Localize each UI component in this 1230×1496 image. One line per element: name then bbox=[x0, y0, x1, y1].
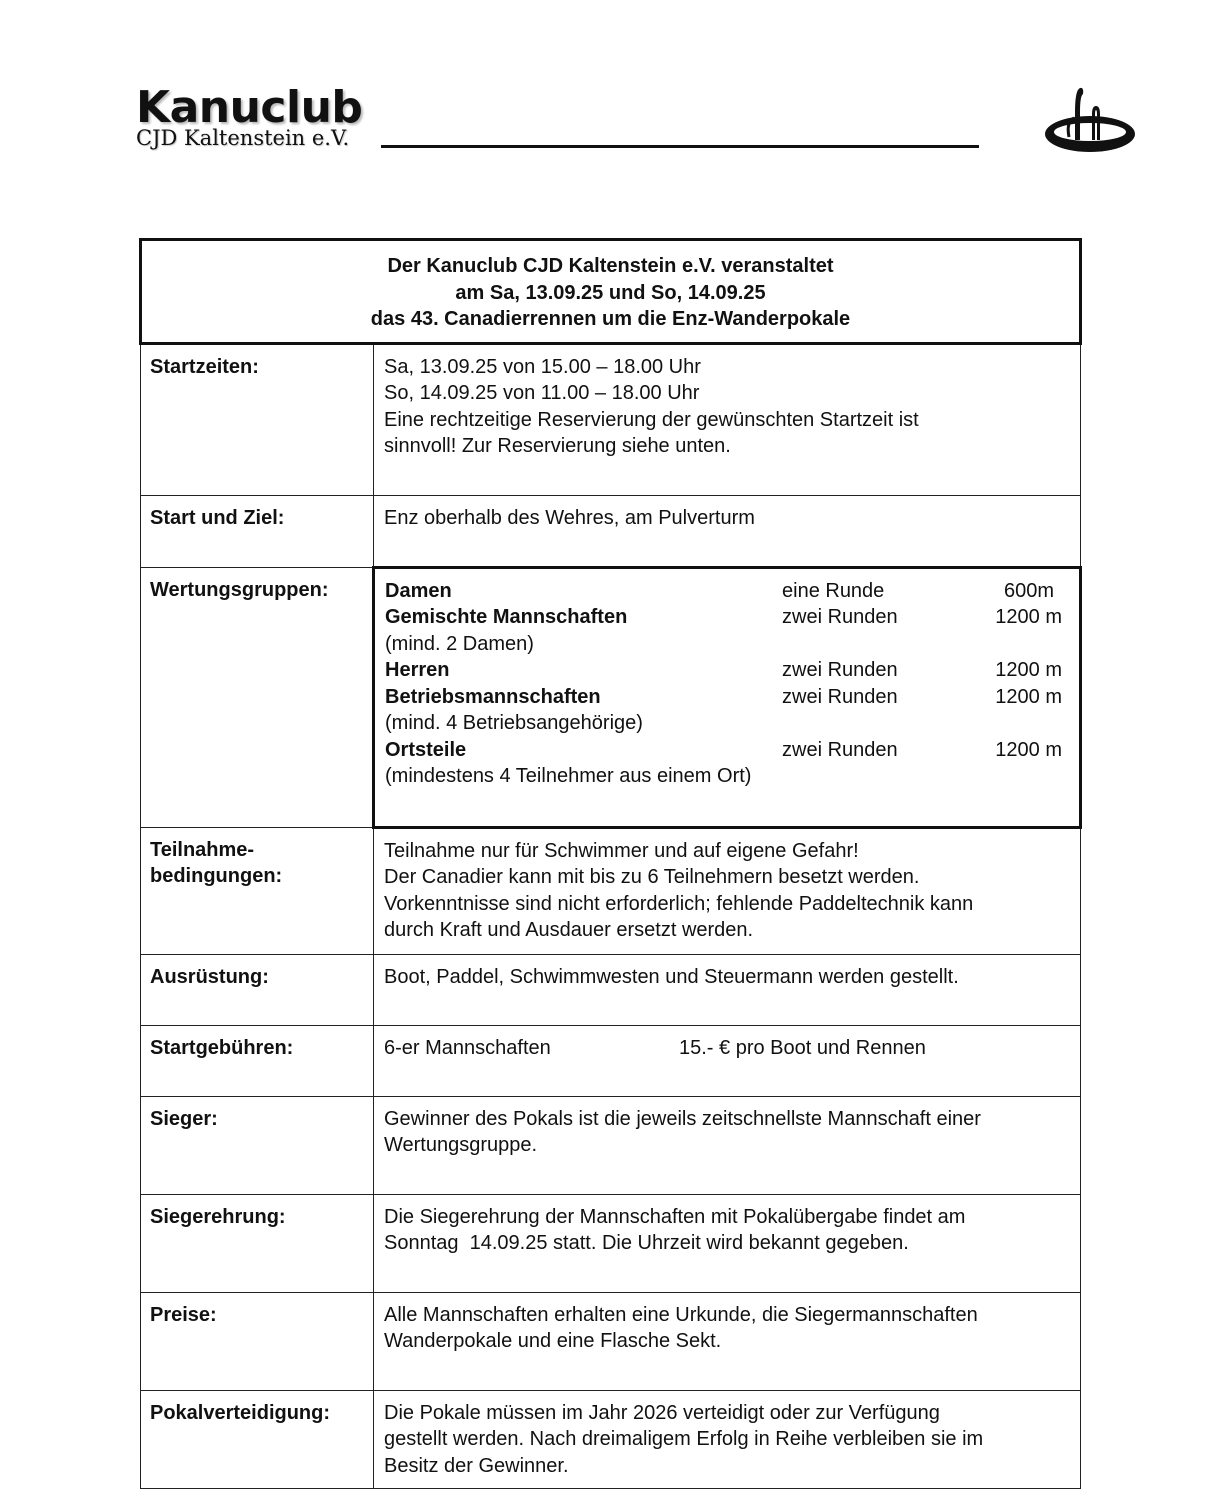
row-startgebuehren bbox=[141, 1025, 1081, 1096]
groups-box bbox=[374, 567, 1081, 827]
group-entry bbox=[385, 684, 1071, 711]
group-distance: 1200 m bbox=[995, 738, 1062, 761]
value-line: Eine rechtzeitige Reservierung der gewünschten Startzeit ist bbox=[384, 408, 919, 431]
group-entry bbox=[385, 578, 1071, 605]
value-line: gestellt werden. Nach dreimaligem Erfolg in Reihe verbleiben sie im bbox=[384, 1428, 984, 1450]
row-value bbox=[374, 1194, 1081, 1292]
group-distance: 1200 m bbox=[995, 659, 1062, 681]
row-sieger bbox=[141, 1096, 1081, 1194]
group-note: (mindestens 4 Teilnehmer aus einem Ort) bbox=[385, 765, 752, 787]
label-line: bedingungen: bbox=[150, 865, 283, 887]
announcement-row bbox=[141, 240, 1081, 344]
group-note: (mind. 4 Betriebsangehörige) bbox=[385, 712, 643, 734]
fee-price: 15.- € pro Boot und Rennen bbox=[679, 1036, 926, 1059]
group-rounds: eine Runde bbox=[782, 579, 885, 602]
value-line: Sonntag 14.09.25 statt. Die Uhrzeit wird bekannt gegeben. bbox=[384, 1232, 909, 1254]
group-entry bbox=[385, 737, 1071, 764]
club-name: Kanuclub bbox=[136, 82, 363, 133]
group-note: (mind. 2 Damen) bbox=[385, 632, 534, 655]
group-distance: 1200 m bbox=[995, 685, 1062, 708]
group-entry bbox=[385, 657, 1071, 684]
row-label: Startgebühren: bbox=[141, 1025, 374, 1096]
group-rounds: zwei Runden bbox=[782, 685, 898, 708]
value-line: So, 14.09.25 von 11.00 – 18.00 Uhr bbox=[384, 382, 700, 404]
row-label bbox=[141, 827, 374, 954]
row-label: Siegerehrung: bbox=[141, 1194, 374, 1292]
group-rounds: zwei Runden bbox=[782, 606, 898, 628]
row-ausruestung bbox=[141, 954, 1081, 1025]
value-line: Wertungsgruppe. bbox=[384, 1134, 538, 1156]
group-entry bbox=[385, 604, 1071, 631]
row-value bbox=[374, 827, 1081, 954]
value-line: Vorkenntnisse sind nicht erforderlich; fehlende Paddeltechnik kann bbox=[384, 892, 974, 915]
group-distance: 600m bbox=[1003, 579, 1054, 602]
row-label: Start und Ziel: bbox=[141, 495, 374, 567]
event-info-table bbox=[139, 238, 1082, 1489]
value-line: Enz oberhalb des Wehres, am Pulverturm bbox=[384, 506, 755, 529]
row-start-ziel bbox=[141, 495, 1081, 567]
value-line: Besitz der Gewinner. bbox=[384, 1454, 569, 1477]
fee-item: 6-er Mannschaften bbox=[384, 1036, 551, 1059]
row-label: Startzeiten: bbox=[141, 343, 374, 495]
value-line: Alle Mannschaften erhalten eine Urkunde, die Siegermannschaften bbox=[384, 1303, 978, 1326]
row-siegerehrung bbox=[141, 1194, 1081, 1292]
group-rounds: zwei Runden bbox=[782, 659, 898, 681]
group-name: Betriebsmannschaften bbox=[385, 685, 601, 708]
fee-entry bbox=[384, 1035, 1072, 1062]
group-name: Herren bbox=[385, 659, 450, 681]
row-value bbox=[374, 1025, 1081, 1096]
row-label: Pokalverteidigung: bbox=[141, 1390, 374, 1488]
club-brand bbox=[136, 82, 363, 150]
group-rounds: zwei Runden bbox=[782, 738, 898, 761]
announcement-line: am Sa, 13.09.25 und So, 14.09.25 bbox=[455, 281, 766, 304]
group-name: Gemischte Mannschaften bbox=[385, 606, 628, 628]
row-value bbox=[374, 343, 1081, 495]
row-value bbox=[374, 495, 1081, 567]
value-line: durch Kraft und Ausdauer ersetzt werden. bbox=[384, 919, 754, 941]
header-rule bbox=[381, 145, 979, 148]
announcement-heading bbox=[141, 240, 1081, 344]
group-distance: 1200 m bbox=[995, 606, 1062, 628]
row-value bbox=[374, 1292, 1081, 1390]
row-preise bbox=[141, 1292, 1081, 1390]
canoe-club-emblem-icon bbox=[1040, 82, 1140, 160]
row-value bbox=[374, 1096, 1081, 1194]
value-line: Die Siegerehrung der Mannschaften mit Pokalübergabe findet am bbox=[384, 1205, 966, 1228]
group-name: Ortsteile bbox=[385, 738, 467, 761]
value-line: Der Canadier kann mit bis zu 6 Teilnehmern besetzt werden. bbox=[384, 866, 920, 888]
row-value bbox=[374, 1390, 1081, 1488]
value-line: Teilnahme nur für Schwimmer und auf eigene Gefahr! bbox=[384, 839, 859, 862]
group-name: Damen bbox=[385, 579, 452, 602]
row-startzeiten bbox=[141, 343, 1081, 495]
row-teilnahme bbox=[141, 827, 1081, 954]
value-line: Wanderpokale und eine Flasche Sekt. bbox=[384, 1330, 722, 1352]
value-line: Boot, Paddel, Schwimmwesten und Steuermann werden gestellt. bbox=[384, 965, 959, 988]
row-label: Preise: bbox=[141, 1292, 374, 1390]
announcement-line: das 43. Canadierrennen um die Enz-Wanderpokale bbox=[370, 308, 851, 330]
row-pokalverteidigung bbox=[141, 1390, 1081, 1488]
row-label: Sieger: bbox=[141, 1096, 374, 1194]
row-value bbox=[374, 954, 1081, 1025]
value-line: sinnvoll! Zur Reservierung siehe unten. bbox=[384, 435, 731, 457]
value-line: Sa, 13.09.25 von 15.00 – 18.00 Uhr bbox=[384, 355, 701, 378]
value-line: Die Pokale müssen im Jahr 2026 verteidigt oder zur Verfügung bbox=[384, 1401, 940, 1424]
row-label: Ausrüstung: bbox=[141, 954, 374, 1025]
announcement-line: Der Kanuclub CJD Kaltenstein e.V. veranstaltet bbox=[387, 255, 834, 277]
label-line: Teilnahme- bbox=[150, 838, 255, 861]
club-subtitle: CJD Kaltenstein e.V. bbox=[136, 126, 350, 150]
value-line: Gewinner des Pokals ist die jeweils zeitschnellste Mannschaft einer bbox=[384, 1107, 981, 1130]
row-label: Wertungsgruppen: bbox=[141, 567, 374, 827]
row-wertungsgruppen bbox=[141, 567, 1081, 827]
